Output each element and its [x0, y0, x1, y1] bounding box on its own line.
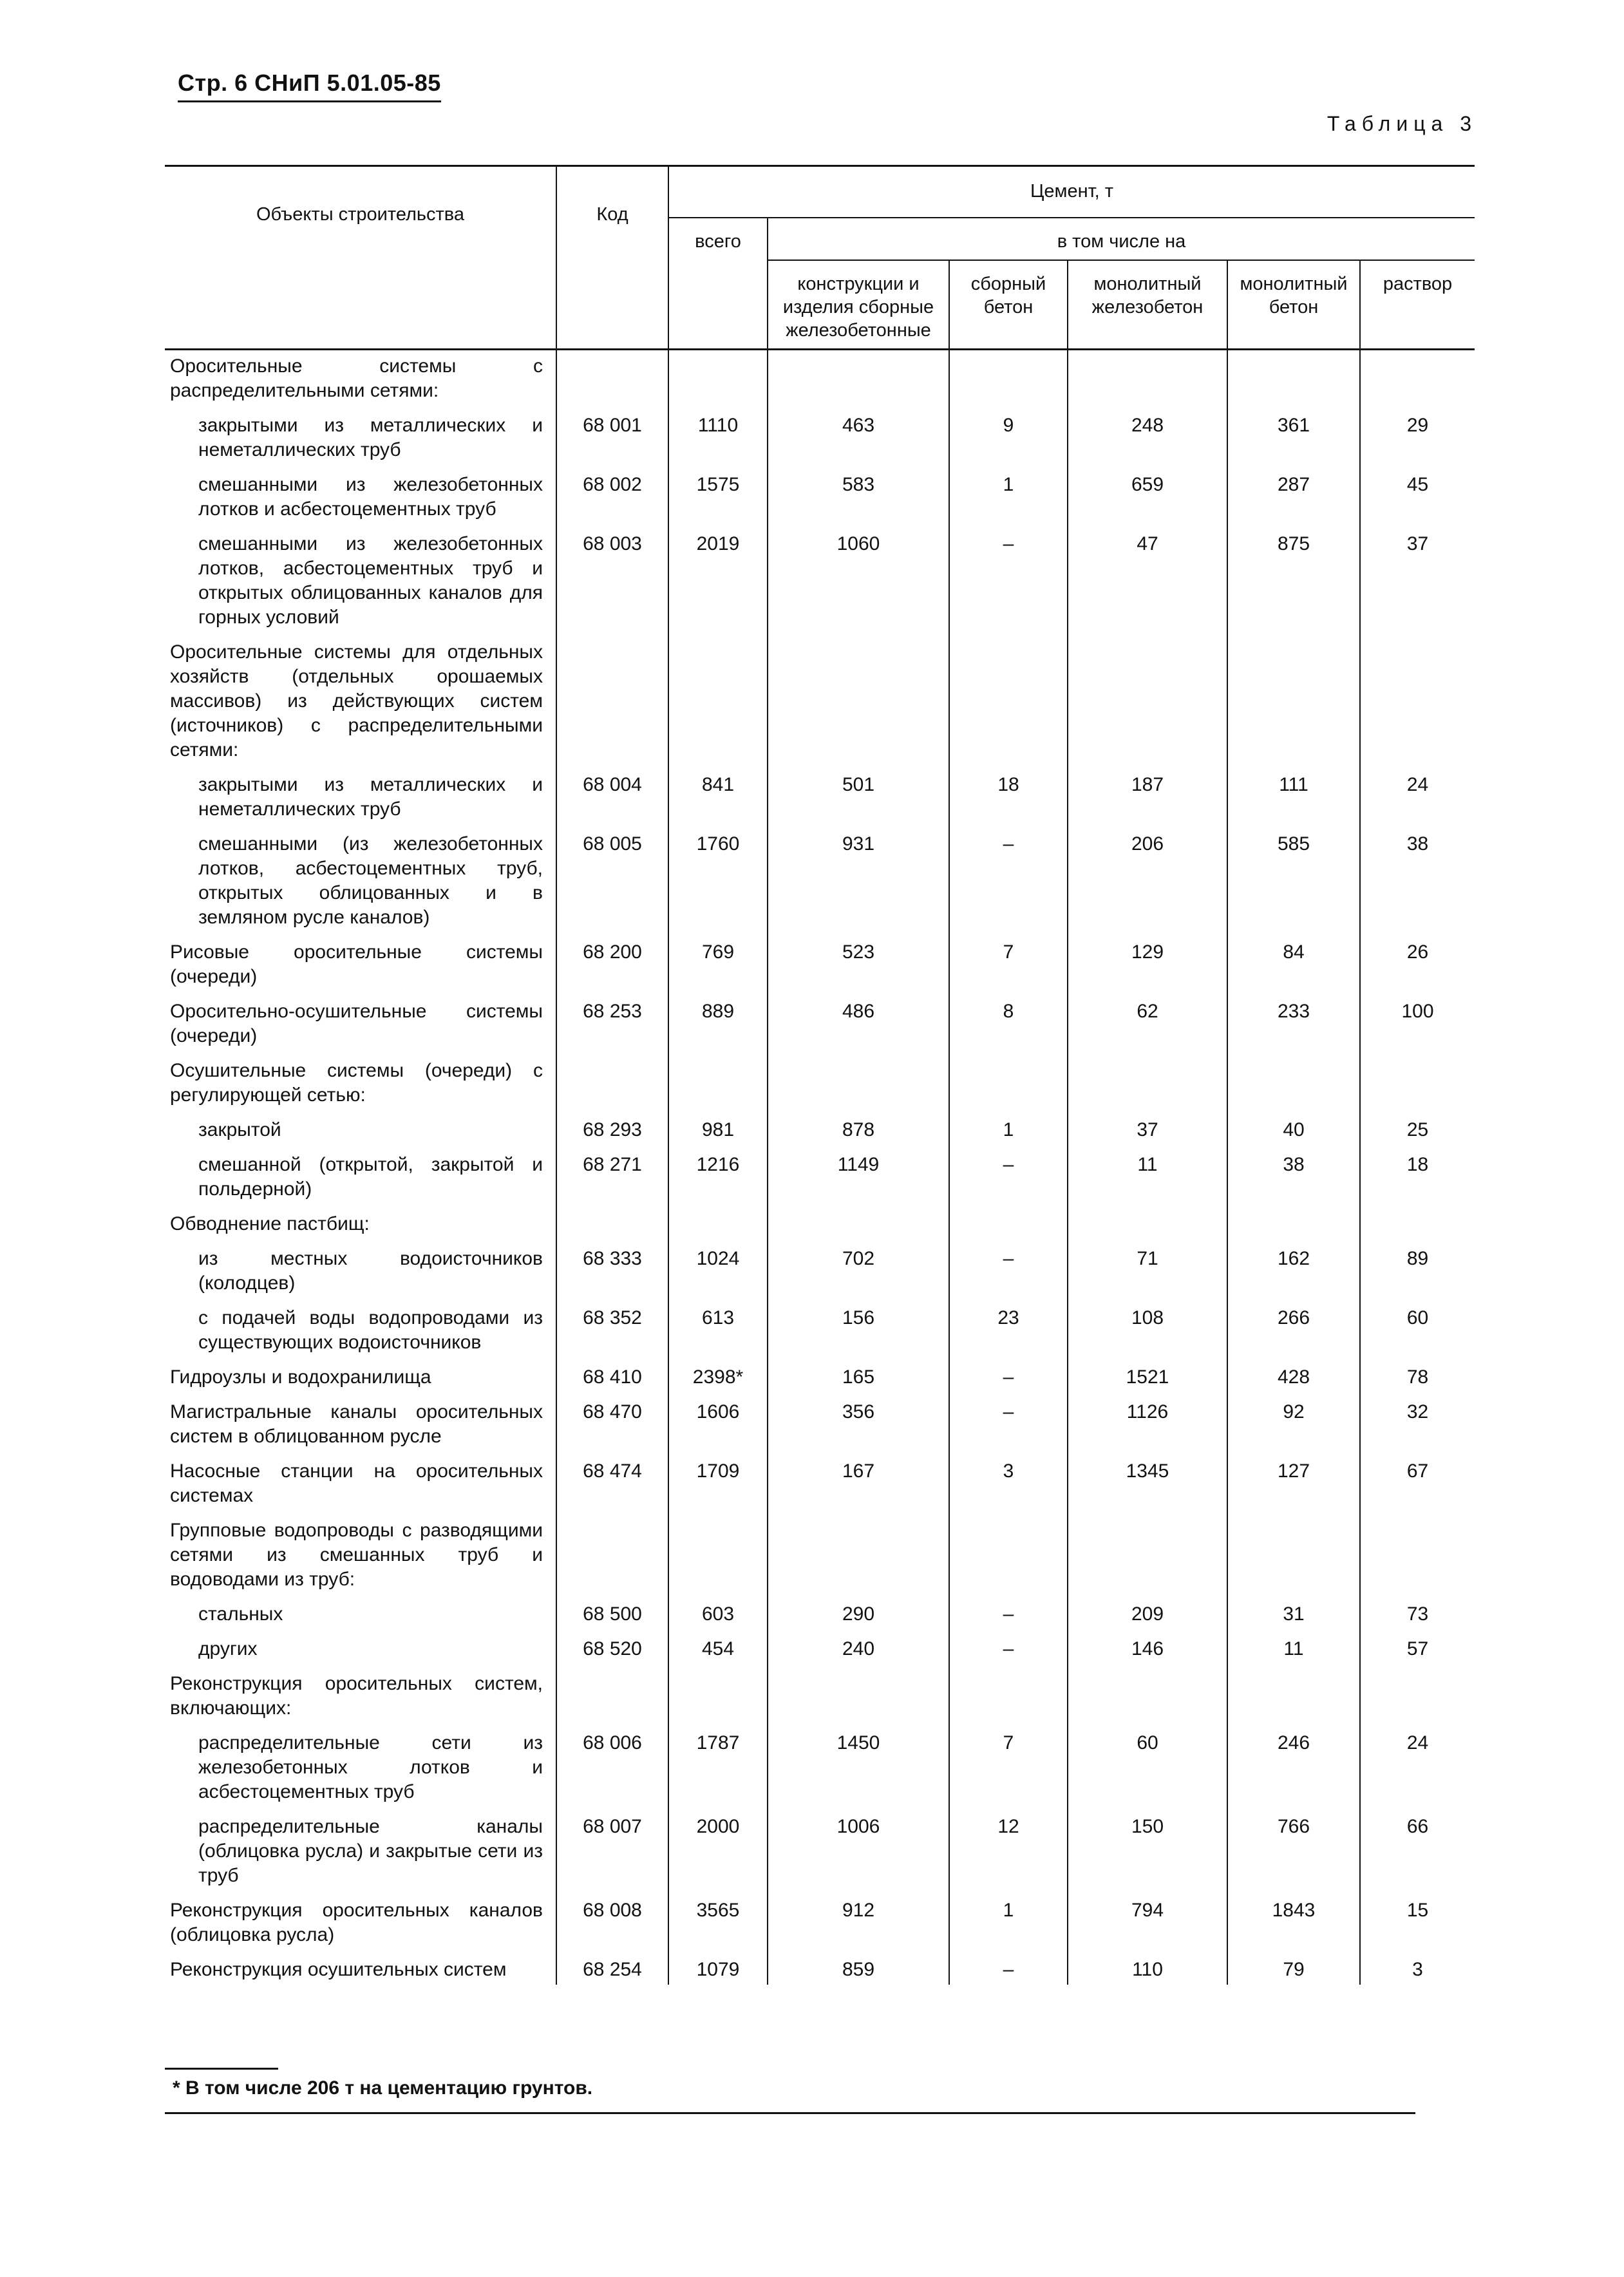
object-name-cell: закрытой: [198, 1119, 281, 1140]
mortar-cell: 60: [1360, 1302, 1475, 1361]
monolithic-rc-cell: 47: [1068, 528, 1227, 636]
code-cell: 68 254: [556, 1954, 668, 1985]
total-cell: 1110: [668, 410, 768, 469]
total-cell: [668, 1668, 768, 1727]
precast-structures-cell: 912: [768, 1894, 949, 1954]
mortar-cell: [1360, 1515, 1475, 1598]
total-cell: [668, 1208, 768, 1243]
table-row: [165, 528, 1475, 636]
mortar-cell: 29: [1360, 410, 1475, 469]
code-cell: 68 006: [556, 1727, 668, 1811]
monolithic-concrete-cell: 162: [1227, 1243, 1360, 1302]
precast-structures-cell: 1450: [768, 1727, 949, 1811]
monolithic-concrete-cell: 31: [1227, 1598, 1360, 1633]
table-row: [165, 1396, 1475, 1455]
table-label: Таблица 3: [1327, 112, 1477, 135]
object-name-cell: других: [198, 1638, 258, 1659]
table-row: [165, 1633, 1475, 1668]
object-name-cell: Реконструкция осушительных систем: [170, 1959, 507, 1980]
mortar-cell: [1360, 1668, 1475, 1727]
precast-structures-cell: 240: [768, 1633, 949, 1668]
header-including: в том числе на: [768, 218, 1475, 260]
code-cell: 68 352: [556, 1302, 668, 1361]
precast-structures-cell: [768, 1055, 949, 1114]
monolithic-rc-cell: 146: [1068, 1633, 1227, 1668]
code-cell: [556, 1668, 668, 1727]
monolithic-concrete-cell: 233: [1227, 996, 1360, 1055]
header-monolithic-concrete: монолитный бетон: [1227, 260, 1360, 350]
total-cell: [668, 636, 768, 769]
precast-concrete-cell: –: [949, 1243, 1068, 1302]
monolithic-rc-cell: 150: [1068, 1811, 1227, 1894]
precast-concrete-cell: –: [949, 1396, 1068, 1455]
monolithic-concrete-cell: 246: [1227, 1727, 1360, 1811]
object-name-cell: Оросительные системы с распределительными сетями:: [170, 355, 543, 401]
header-monolithic-rc: монолитный железобетон: [1068, 260, 1227, 350]
monolithic-rc-cell: [1068, 1515, 1227, 1598]
object-name-cell: Оросительные системы для отдельных хозяйств (отдельных орошаемых массивов) из действующих систем (источников) с распределительными сетями:: [170, 641, 543, 761]
precast-structures-cell: 167: [768, 1455, 949, 1515]
table-row: [165, 350, 1475, 410]
precast-concrete-cell: –: [949, 1598, 1068, 1633]
precast-concrete-cell: 1: [949, 469, 1068, 528]
monolithic-concrete-cell: 111: [1227, 769, 1360, 828]
monolithic-rc-cell: 60: [1068, 1727, 1227, 1811]
mortar-cell: 45: [1360, 469, 1475, 528]
footnote-rule: [165, 2068, 278, 2070]
header-total: всего: [668, 218, 768, 350]
monolithic-concrete-cell: 11: [1227, 1633, 1360, 1668]
total-cell: 889: [668, 996, 768, 1055]
precast-structures-cell: 501: [768, 769, 949, 828]
code-cell: 68 001: [556, 410, 668, 469]
mortar-cell: 3: [1360, 1954, 1475, 1985]
precast-concrete-cell: 1: [949, 1894, 1068, 1954]
precast-structures-cell: [768, 350, 949, 410]
monolithic-concrete-cell: 84: [1227, 936, 1360, 996]
monolithic-rc-cell: [1068, 636, 1227, 769]
object-name-cell: Осушительные системы (очереди) с регулирующей сетью:: [170, 1060, 543, 1106]
code-cell: 68 333: [556, 1243, 668, 1302]
precast-concrete-cell: 9: [949, 410, 1068, 469]
table-row: [165, 1055, 1475, 1114]
code-cell: 68 410: [556, 1361, 668, 1396]
monolithic-concrete-cell: 875: [1227, 528, 1360, 636]
table-row: [165, 1149, 1475, 1208]
monolithic-rc-cell: 129: [1068, 936, 1227, 996]
precast-concrete-cell: [949, 1668, 1068, 1727]
precast-concrete-cell: –: [949, 828, 1068, 936]
total-cell: 841: [668, 769, 768, 828]
monolithic-concrete-cell: [1227, 1055, 1360, 1114]
object-name-cell: Насосные станции на оросительных системах: [170, 1460, 543, 1506]
mortar-cell: 32: [1360, 1396, 1475, 1455]
table-row: [165, 1954, 1475, 1985]
table-row: [165, 1208, 1475, 1243]
monolithic-concrete-cell: 585: [1227, 828, 1360, 936]
precast-concrete-cell: –: [949, 528, 1068, 636]
mortar-cell: 78: [1360, 1361, 1475, 1396]
total-cell: 1787: [668, 1727, 768, 1811]
table-body: [165, 350, 1475, 1985]
header-cement: Цемент, т: [668, 166, 1475, 218]
monolithic-concrete-cell: 766: [1227, 1811, 1360, 1894]
object-name-cell: Гидроузлы и водохранилища: [170, 1366, 431, 1388]
total-cell: [668, 1515, 768, 1598]
total-cell: 603: [668, 1598, 768, 1633]
header-precast-structures: конструкции и изделия сборные железобетонные: [768, 260, 949, 350]
monolithic-concrete-cell: 428: [1227, 1361, 1360, 1396]
total-cell: 1760: [668, 828, 768, 936]
mortar-cell: 26: [1360, 936, 1475, 996]
precast-structures-cell: 1006: [768, 1811, 949, 1894]
precast-structures-cell: 463: [768, 410, 949, 469]
mortar-cell: 24: [1360, 1727, 1475, 1811]
precast-concrete-cell: [949, 1208, 1068, 1243]
precast-concrete-cell: [949, 1055, 1068, 1114]
total-cell: 2000: [668, 1811, 768, 1894]
total-cell: 3565: [668, 1894, 768, 1954]
object-name-cell: распределительные сети из железобетонных лотков и асбестоцементных труб: [198, 1732, 543, 1802]
monolithic-rc-cell: 659: [1068, 469, 1227, 528]
object-name-cell: закрытыми из металлических и неметаллических труб: [198, 774, 543, 820]
footnote: * В том числе 206 т на цементацию грунтов.: [173, 2077, 593, 2099]
code-cell: 68 004: [556, 769, 668, 828]
total-cell: 1575: [668, 469, 768, 528]
mortar-cell: [1360, 636, 1475, 769]
object-name-cell: с подачей воды водопроводами из существующих водоисточников: [198, 1307, 543, 1353]
table-row: [165, 1361, 1475, 1396]
mortar-cell: 15: [1360, 1894, 1475, 1954]
total-cell: 1079: [668, 1954, 768, 1985]
total-cell: 2019: [668, 528, 768, 636]
table-row: [165, 410, 1475, 469]
total-cell: 2398*: [668, 1361, 768, 1396]
object-name-cell: смешанными (из железобетонных лотков, асбестоцементных труб, открытых облицованных и в земляном русле каналов): [198, 833, 543, 928]
table-row: [165, 1668, 1475, 1727]
code-cell: 68 293: [556, 1114, 668, 1149]
total-cell: 1606: [668, 1396, 768, 1455]
precast-structures-cell: 165: [768, 1361, 949, 1396]
monolithic-concrete-cell: [1227, 636, 1360, 769]
table-row: [165, 936, 1475, 996]
code-cell: 68 474: [556, 1455, 668, 1515]
monolithic-concrete-cell: [1227, 350, 1360, 410]
header-code: Код: [556, 166, 668, 350]
mortar-cell: 25: [1360, 1114, 1475, 1149]
monolithic-concrete-cell: 79: [1227, 1954, 1360, 1985]
mortar-cell: [1360, 1208, 1475, 1243]
object-name-cell: Групповые водопроводы с разводящими сетями из смешанных труб и водоводами из труб:: [170, 1520, 543, 1590]
precast-concrete-cell: –: [949, 1633, 1068, 1668]
precast-structures-cell: 583: [768, 469, 949, 528]
monolithic-rc-cell: [1068, 350, 1227, 410]
total-cell: 769: [668, 936, 768, 996]
table-row: [165, 1114, 1475, 1149]
monolithic-concrete-cell: 266: [1227, 1302, 1360, 1361]
object-name-cell: Реконструкция оросительных систем, включающих:: [170, 1673, 543, 1719]
total-cell: [668, 350, 768, 410]
object-name-cell: Оросительно-осушительные системы (очереди): [170, 1001, 543, 1046]
table-row: [165, 636, 1475, 769]
table-row: [165, 1455, 1475, 1515]
monolithic-rc-cell: 1126: [1068, 1396, 1227, 1455]
precast-concrete-cell: –: [949, 1954, 1068, 1985]
precast-concrete-cell: [949, 1515, 1068, 1598]
object-name-cell: смешанными из железобетонных лотков, асбестоцементных труб и открытых облицованных каналов для горных условий: [198, 533, 543, 628]
precast-structures-cell: 1060: [768, 528, 949, 636]
bottom-rule: [165, 2112, 1415, 2114]
table-row: [165, 769, 1475, 828]
header-objects: Объекты строительства: [165, 166, 556, 350]
code-cell: 68 520: [556, 1633, 668, 1668]
mortar-cell: [1360, 1055, 1475, 1114]
table-row: [165, 1894, 1475, 1954]
table-row: [165, 1727, 1475, 1811]
precast-concrete-cell: 3: [949, 1455, 1068, 1515]
monolithic-concrete-cell: 361: [1227, 410, 1360, 469]
precast-structures-cell: [768, 1668, 949, 1727]
precast-concrete-cell: 23: [949, 1302, 1068, 1361]
code-cell: 68 271: [556, 1149, 668, 1208]
total-cell: 1709: [668, 1455, 768, 1515]
total-cell: 1024: [668, 1243, 768, 1302]
monolithic-rc-cell: [1068, 1055, 1227, 1114]
code-cell: 68 007: [556, 1811, 668, 1894]
code-cell: 68 003: [556, 528, 668, 636]
precast-structures-cell: 878: [768, 1114, 949, 1149]
mortar-cell: 100: [1360, 996, 1475, 1055]
precast-structures-cell: [768, 636, 949, 769]
table-row: [165, 1243, 1475, 1302]
precast-structures-cell: 931: [768, 828, 949, 936]
monolithic-concrete-cell: 40: [1227, 1114, 1360, 1149]
page-header: Стр. 6 СНиП 5.01.05-85: [178, 70, 441, 102]
monolithic-rc-cell: 11: [1068, 1149, 1227, 1208]
object-name-cell: смешанной (открытой, закрытой и польдерной): [198, 1154, 543, 1200]
precast-concrete-cell: –: [949, 1149, 1068, 1208]
precast-concrete-cell: –: [949, 1361, 1068, 1396]
monolithic-rc-cell: 187: [1068, 769, 1227, 828]
table-row: [165, 996, 1475, 1055]
mortar-cell: 37: [1360, 528, 1475, 636]
monolithic-rc-cell: 37: [1068, 1114, 1227, 1149]
total-cell: 613: [668, 1302, 768, 1361]
object-name-cell: смешанными из железобетонных лотков и асбестоцементных труб: [198, 474, 543, 520]
precast-concrete-cell: [949, 350, 1068, 410]
code-cell: 68 470: [556, 1396, 668, 1455]
precast-structures-cell: 486: [768, 996, 949, 1055]
monolithic-rc-cell: 108: [1068, 1302, 1227, 1361]
total-cell: 981: [668, 1114, 768, 1149]
code-cell: 68 253: [556, 996, 668, 1055]
mortar-cell: [1360, 350, 1475, 410]
mortar-cell: 38: [1360, 828, 1475, 936]
monolithic-rc-cell: 71: [1068, 1243, 1227, 1302]
monolithic-concrete-cell: 92: [1227, 1396, 1360, 1455]
monolithic-concrete-cell: 1843: [1227, 1894, 1360, 1954]
mortar-cell: 57: [1360, 1633, 1475, 1668]
code-cell: [556, 350, 668, 410]
code-cell: 68 500: [556, 1598, 668, 1633]
object-name-cell: стальных: [198, 1603, 283, 1625]
monolithic-concrete-cell: 38: [1227, 1149, 1360, 1208]
mortar-cell: 73: [1360, 1598, 1475, 1633]
object-name-cell: Магистральные каналы оросительных систем в облицованном русле: [170, 1401, 543, 1447]
total-cell: 1216: [668, 1149, 768, 1208]
monolithic-concrete-cell: 127: [1227, 1455, 1360, 1515]
table-row: [165, 469, 1475, 528]
precast-concrete-cell: 12: [949, 1811, 1068, 1894]
monolithic-concrete-cell: [1227, 1208, 1360, 1243]
precast-concrete-cell: 7: [949, 1727, 1068, 1811]
monolithic-rc-cell: 206: [1068, 828, 1227, 936]
precast-structures-cell: 290: [768, 1598, 949, 1633]
object-name-cell: распределительные каналы (облицовка русла) и закрытые сети из труб: [198, 1816, 543, 1886]
table-row: [165, 1302, 1475, 1361]
mortar-cell: 18: [1360, 1149, 1475, 1208]
monolithic-rc-cell: 209: [1068, 1598, 1227, 1633]
mortar-cell: 66: [1360, 1811, 1475, 1894]
precast-structures-cell: 702: [768, 1243, 949, 1302]
code-cell: [556, 636, 668, 769]
precast-structures-cell: 1149: [768, 1149, 949, 1208]
precast-structures-cell: 356: [768, 1396, 949, 1455]
monolithic-concrete-cell: 287: [1227, 469, 1360, 528]
object-name-cell: Обводнение пастбищ:: [170, 1213, 370, 1234]
precast-concrete-cell: 18: [949, 769, 1068, 828]
monolithic-rc-cell: 62: [1068, 996, 1227, 1055]
mortar-cell: 89: [1360, 1243, 1475, 1302]
code-cell: [556, 1055, 668, 1114]
header-precast-concrete: сборный бетон: [949, 260, 1068, 350]
precast-concrete-cell: 8: [949, 996, 1068, 1055]
code-cell: 68 008: [556, 1894, 668, 1954]
code-cell: [556, 1208, 668, 1243]
cement-table: [165, 165, 1475, 1985]
header-mortar: раствор: [1360, 260, 1475, 350]
monolithic-rc-cell: 794: [1068, 1894, 1227, 1954]
table-row: [165, 1515, 1475, 1598]
object-name-cell: из местных водоисточников (колодцев): [198, 1248, 543, 1294]
table-row: [165, 1598, 1475, 1633]
monolithic-rc-cell: [1068, 1668, 1227, 1727]
monolithic-concrete-cell: [1227, 1515, 1360, 1598]
object-name-cell: закрытыми из металлических и неметаллических труб: [198, 415, 543, 460]
precast-structures-cell: [768, 1208, 949, 1243]
precast-structures-cell: 156: [768, 1302, 949, 1361]
total-cell: [668, 1055, 768, 1114]
monolithic-rc-cell: 1345: [1068, 1455, 1227, 1515]
code-cell: 68 005: [556, 828, 668, 936]
monolithic-rc-cell: [1068, 1208, 1227, 1243]
precast-structures-cell: 859: [768, 1954, 949, 1985]
monolithic-rc-cell: 1521: [1068, 1361, 1227, 1396]
precast-structures-cell: 523: [768, 936, 949, 996]
code-cell: [556, 1515, 668, 1598]
precast-concrete-cell: [949, 636, 1068, 769]
table-row: [165, 1811, 1475, 1894]
code-cell: 68 002: [556, 469, 668, 528]
monolithic-concrete-cell: [1227, 1668, 1360, 1727]
monolithic-rc-cell: 110: [1068, 1954, 1227, 1985]
precast-concrete-cell: 1: [949, 1114, 1068, 1149]
mortar-cell: 67: [1360, 1455, 1475, 1515]
total-cell: 454: [668, 1633, 768, 1668]
monolithic-rc-cell: 248: [1068, 410, 1227, 469]
precast-concrete-cell: 7: [949, 936, 1068, 996]
code-cell: 68 200: [556, 936, 668, 996]
precast-structures-cell: [768, 1515, 949, 1598]
mortar-cell: 24: [1360, 769, 1475, 828]
object-name-cell: Рисовые оросительные системы (очереди): [170, 941, 543, 987]
object-name-cell: Реконструкция оросительных каналов (облицовка русла): [170, 1900, 543, 1945]
table-row: [165, 828, 1475, 936]
